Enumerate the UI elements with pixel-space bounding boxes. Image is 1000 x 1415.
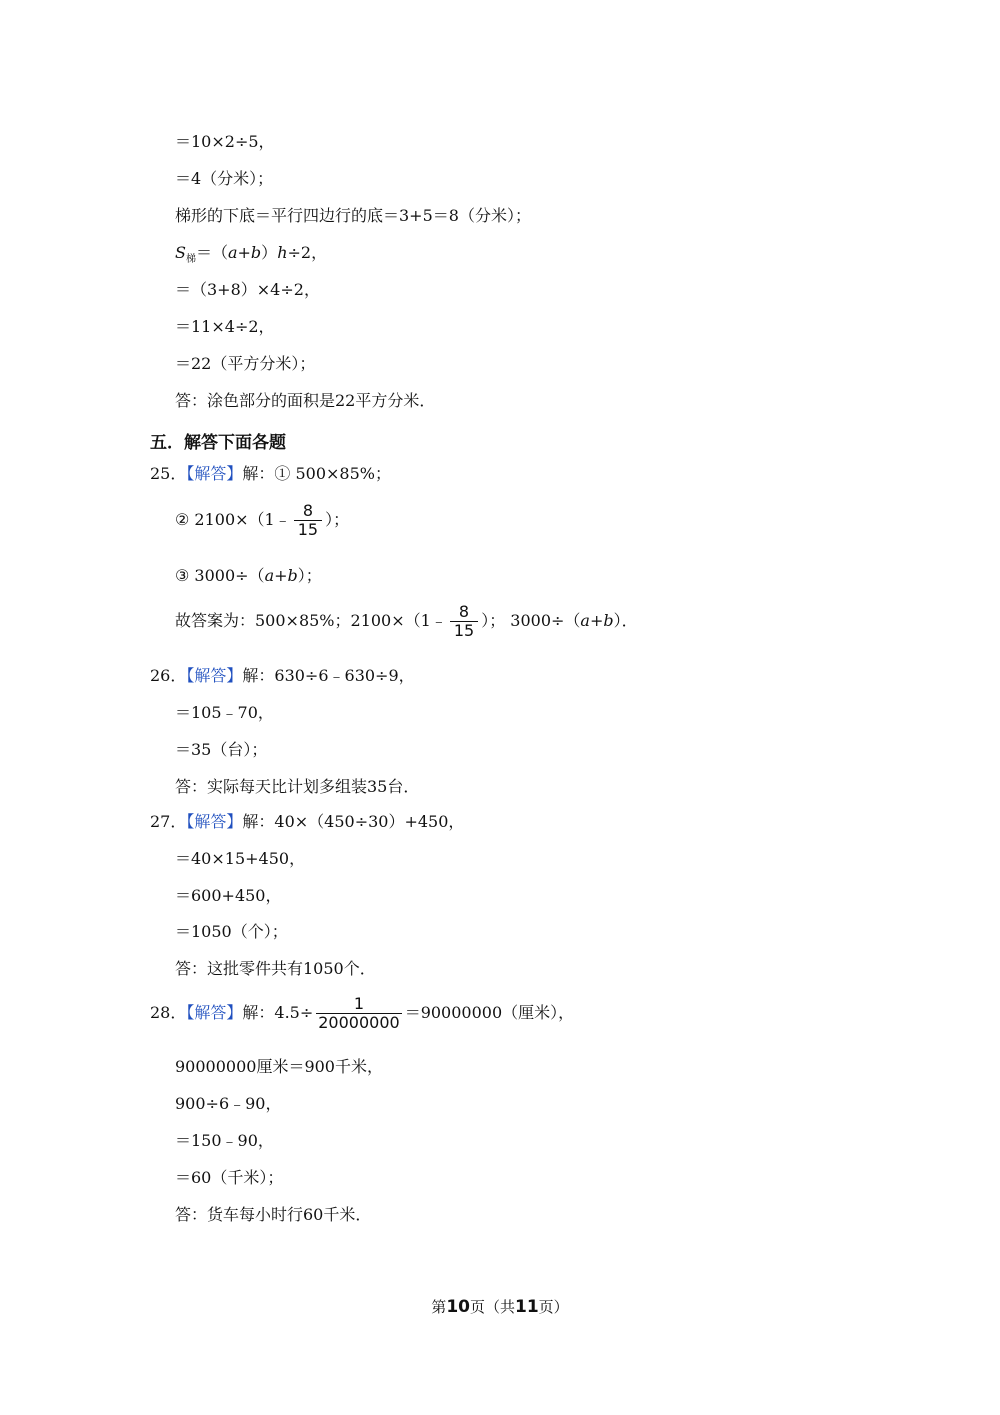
step-line: ＝40×15+450， [175,849,306,868]
question-number: 25． [150,464,187,483]
formula-line: $S_梯=(a+b)h\div 2$， [175,243,328,266]
question-line: 25．【解答】解：① 500×85%； [150,464,391,483]
var-s: S [175,243,186,262]
step-line: ＝10×2÷5， [175,132,275,151]
step-line: ＝11×4÷2， [175,317,275,336]
step-line: 900÷6﹣90， [175,1094,282,1113]
question-line: 26．【解答】解：630÷6﹣630÷9， [150,666,415,685]
step-line: ＝105﹣70， [175,703,274,722]
question-number: 27． [150,812,187,831]
step-line: ＝150﹣90， [175,1131,274,1150]
answer-line: 故答案为：500×85%；2100×（1﹣ $\frac{8}{15}$ ）； 3000÷（a+b）． [175,602,638,640]
step-line: ＝1050（个）； [175,922,288,941]
page-footer: 第10页（共11页） [431,1297,569,1317]
question-number: 26． [150,666,187,685]
answer-tag: 【解答】 [186,812,243,831]
step-line: ＝4（分米）； [175,169,274,188]
step-line: 90000000厘米＝900千米， [175,1057,383,1076]
fraction: $\frac{8}{15}$ [450,603,478,640]
subscript: 梯 [185,254,196,266]
step-line: ＝600+450， [175,886,282,905]
step-line: ＝35（台）； [175,740,268,759]
step-line: ② 2100×（1﹣ $\frac{8}{15}$ ）； [175,501,350,539]
fraction: $\frac{1}{20000000}$ [318,994,400,1032]
step-line: ＝22（平方分米）； [175,354,316,373]
section-title: 五．解答下面各题 [150,433,286,453]
step-line: 梯形的下底＝平行四边行的底＝3+5＝8（分米）； [175,206,531,225]
answer-line: 答：实际每天比计划多组装35台． [175,777,420,796]
answer-line: 答：涂色部分的面积是22平方分米． [175,391,436,410]
question-line: 27．【解答】解：40×（450÷30）+450， [150,812,465,831]
step-line: ＝（3+8）×4÷2， [175,280,320,299]
step-line: ＝60（千米）； [175,1168,284,1187]
answer-line: 答：这批零件共有1050个． [175,959,376,978]
answer-tag: 【解答】 [186,666,243,685]
step-line: ③ 3000÷（a+b）； [175,566,322,585]
answer-line: 答：货车每小时行60千米． [175,1205,372,1224]
question-number: 28． [150,1003,187,1022]
page-number: 10 [446,1297,470,1317]
answer-tag: 【解答】 [186,464,243,483]
page-total: 11 [515,1297,539,1317]
question-line: 28．【解答】解：4.5÷ $\frac{1}{20000000}$ ＝90000000（厘米）， [150,994,575,1032]
answer-tag: 【解答】 [186,1003,243,1022]
fraction: $\frac{8}{15}$ [294,502,322,539]
